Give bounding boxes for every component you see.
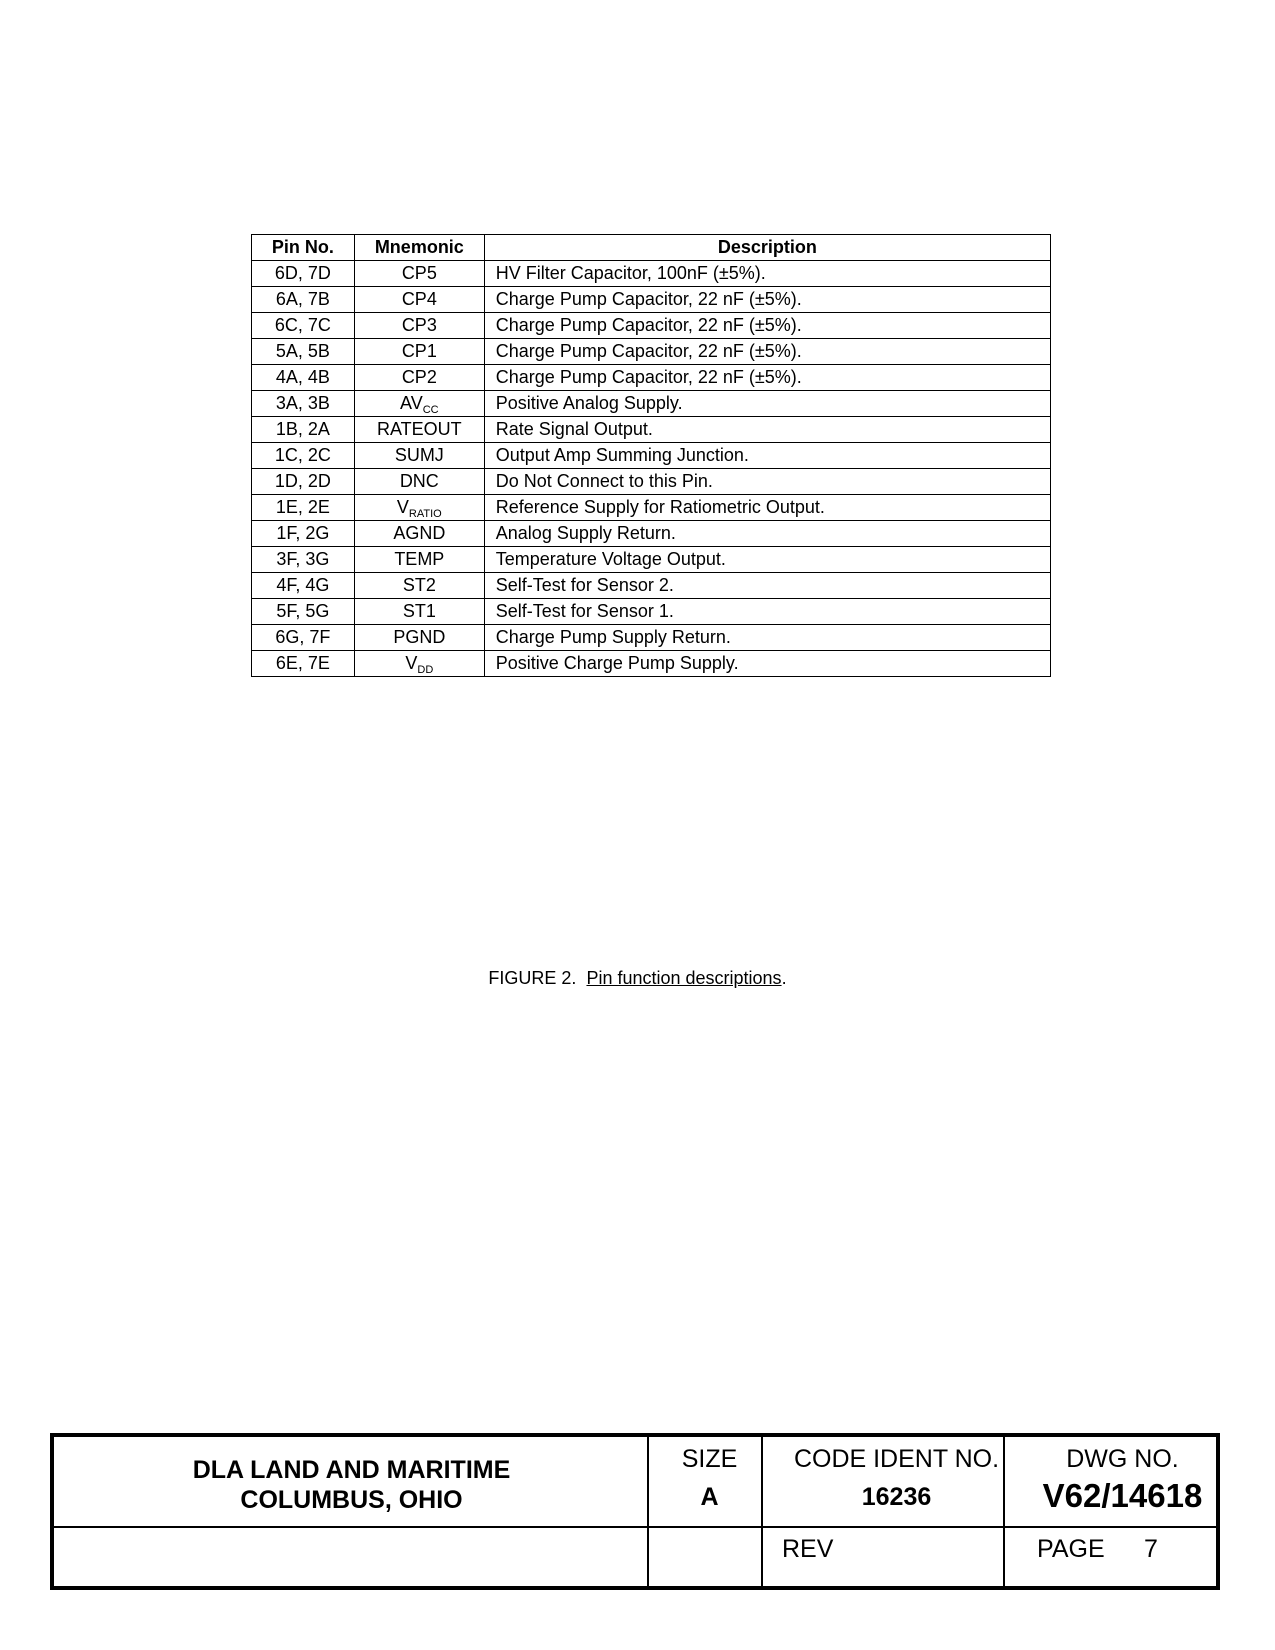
table-row [252, 391, 1051, 417]
page-label: PAGE [1037, 1535, 1105, 1563]
mnemonic-cell [354, 287, 484, 313]
description-cell: Charge Pump Capacitor, 22 nF (±5%). [484, 365, 1050, 391]
caption-title: Pin function descriptions [586, 968, 782, 988]
mnemonic-cell [354, 573, 484, 599]
description-cell: Do Not Connect to this Pin. [484, 469, 1050, 495]
description-cell: Self-Test for Sensor 1. [484, 599, 1050, 625]
pin-number-cell: 1E, 2E [252, 495, 355, 521]
table-row [252, 573, 1051, 599]
table-row [252, 625, 1051, 651]
mnemonic-cell [354, 313, 484, 339]
table-row [252, 599, 1051, 625]
agency-line-2: COLUMBUS, OHIO [240, 1486, 463, 1514]
mnemonic-subscript: RATIO [408, 508, 442, 520]
caption-suffix: . [781, 968, 787, 988]
mnemonic-text: SUMJ [394, 445, 444, 465]
table-body [252, 261, 1051, 677]
table-row [252, 651, 1051, 677]
mnemonic-text: ST2 [402, 575, 436, 595]
table-row [252, 261, 1051, 287]
pin-number-cell: 1D, 2D [252, 469, 355, 495]
mnemonic-cell [354, 339, 484, 365]
pin-number-cell: 3A, 3B [252, 391, 355, 417]
mnemonic-text: CP5 [401, 263, 437, 283]
description-cell: Rate Signal Output. [484, 417, 1050, 443]
dwg-no-value: V62/14618 [1042, 1477, 1203, 1514]
mnemonic-subscript: DD [417, 664, 434, 676]
mnemonic-cell [354, 391, 484, 417]
mnemonic-text: RATEOUT [376, 419, 462, 439]
description-cell: HV Filter Capacitor, 100nF (±5%). [484, 261, 1050, 287]
mnemonic-cell [354, 417, 484, 443]
code-ident-label: CODE IDENT NO. [793, 1445, 1000, 1473]
pin-number-cell: 4A, 4B [252, 365, 355, 391]
description-cell: Temperature Voltage Output. [484, 547, 1050, 573]
pin-number-cell: 3F, 3G [252, 547, 355, 573]
table-row [252, 547, 1051, 573]
pin-number-cell: 5F, 5G [252, 599, 355, 625]
figure-caption [0, 968, 1275, 989]
pin-number-cell: 4F, 4G [252, 573, 355, 599]
mnemonic-text: V [396, 497, 409, 517]
mnemonic-cell [354, 547, 484, 573]
mnemonic-cell [354, 469, 484, 495]
table-row [252, 417, 1051, 443]
caption-prefix: FIGURE 2. [488, 968, 577, 988]
description-cell: Positive Analog Supply. [484, 391, 1050, 417]
mnemonic-text: PGND [393, 627, 446, 647]
mnemonic-text: CP3 [401, 315, 437, 335]
description-cell: Self-Test for Sensor 2. [484, 573, 1050, 599]
mnemonic-text: DNC [399, 471, 439, 491]
table-row [252, 339, 1051, 365]
page-number: 7 [1144, 1535, 1158, 1563]
mnemonic-cell [354, 625, 484, 651]
mnemonic-cell [354, 365, 484, 391]
divider [54, 1526, 1216, 1528]
mnemonic-cell [354, 261, 484, 287]
dwg-no-label: DWG NO. [1066, 1445, 1179, 1473]
pin-number-cell: 6G, 7F [252, 625, 355, 651]
pin-number-cell: 6E, 7E [252, 651, 355, 677]
pin-number-cell: 6D, 7D [252, 261, 355, 287]
mnemonic-cell [354, 443, 484, 469]
mnemonic-cell [354, 521, 484, 547]
pin-number-cell: 1F, 2G [252, 521, 355, 547]
description-cell: Charge Pump Supply Return. [484, 625, 1050, 651]
mnemonic-text: ST1 [402, 601, 436, 621]
table-row [252, 495, 1051, 521]
pin-number-cell: 5A, 5B [252, 339, 355, 365]
description-cell: Charge Pump Capacitor, 22 nF (±5%). [484, 339, 1050, 365]
header-mnemonic: Mnemonic [354, 235, 484, 261]
agency-line-1: DLA LAND AND MARITIME [192, 1456, 511, 1484]
header-description: Description [484, 235, 1050, 261]
description-cell: Charge Pump Capacitor, 22 nF (±5%). [484, 287, 1050, 313]
header-pin-no: Pin No. [252, 235, 355, 261]
table-row [252, 287, 1051, 313]
table-row [252, 313, 1051, 339]
size-value: A [700, 1483, 719, 1511]
table-row [252, 443, 1051, 469]
mnemonic-cell [354, 599, 484, 625]
description-cell: Analog Supply Return. [484, 521, 1050, 547]
description-cell: Charge Pump Capacitor, 22 nF (±5%). [484, 313, 1050, 339]
mnemonic-text: CP2 [401, 367, 437, 387]
mnemonic-text: CP4 [401, 289, 437, 309]
mnemonic-text: TEMP [394, 549, 445, 569]
table-row [252, 469, 1051, 495]
mnemonic-text: AV [400, 393, 423, 413]
mnemonic-cell [354, 651, 484, 677]
mnemonic-subscript: CC [422, 404, 439, 416]
description-cell: Output Amp Summing Junction. [484, 443, 1050, 469]
rev-label: REV [782, 1535, 834, 1563]
table-row [252, 521, 1051, 547]
mnemonic-cell [354, 495, 484, 521]
size-label: SIZE [681, 1445, 738, 1473]
table-header-row [252, 235, 1051, 261]
table-row [252, 365, 1051, 391]
code-ident-value: 16236 [861, 1483, 932, 1511]
description-cell: Reference Supply for Ratiometric Output. [484, 495, 1050, 521]
mnemonic-text: CP1 [401, 341, 437, 361]
mnemonic-text: V [405, 653, 418, 673]
pin-number-cell: 1B, 2A [252, 417, 355, 443]
drawing-title-block [50, 1433, 1220, 1590]
description-cell: Positive Charge Pump Supply. [484, 651, 1050, 677]
agency-name [54, 1437, 649, 1526]
pin-number-cell: 6C, 7C [252, 313, 355, 339]
mnemonic-text: AGND [393, 523, 446, 543]
pin-function-table [251, 234, 1051, 677]
pin-number-cell: 6A, 7B [252, 287, 355, 313]
pin-number-cell: 1C, 2C [252, 443, 355, 469]
